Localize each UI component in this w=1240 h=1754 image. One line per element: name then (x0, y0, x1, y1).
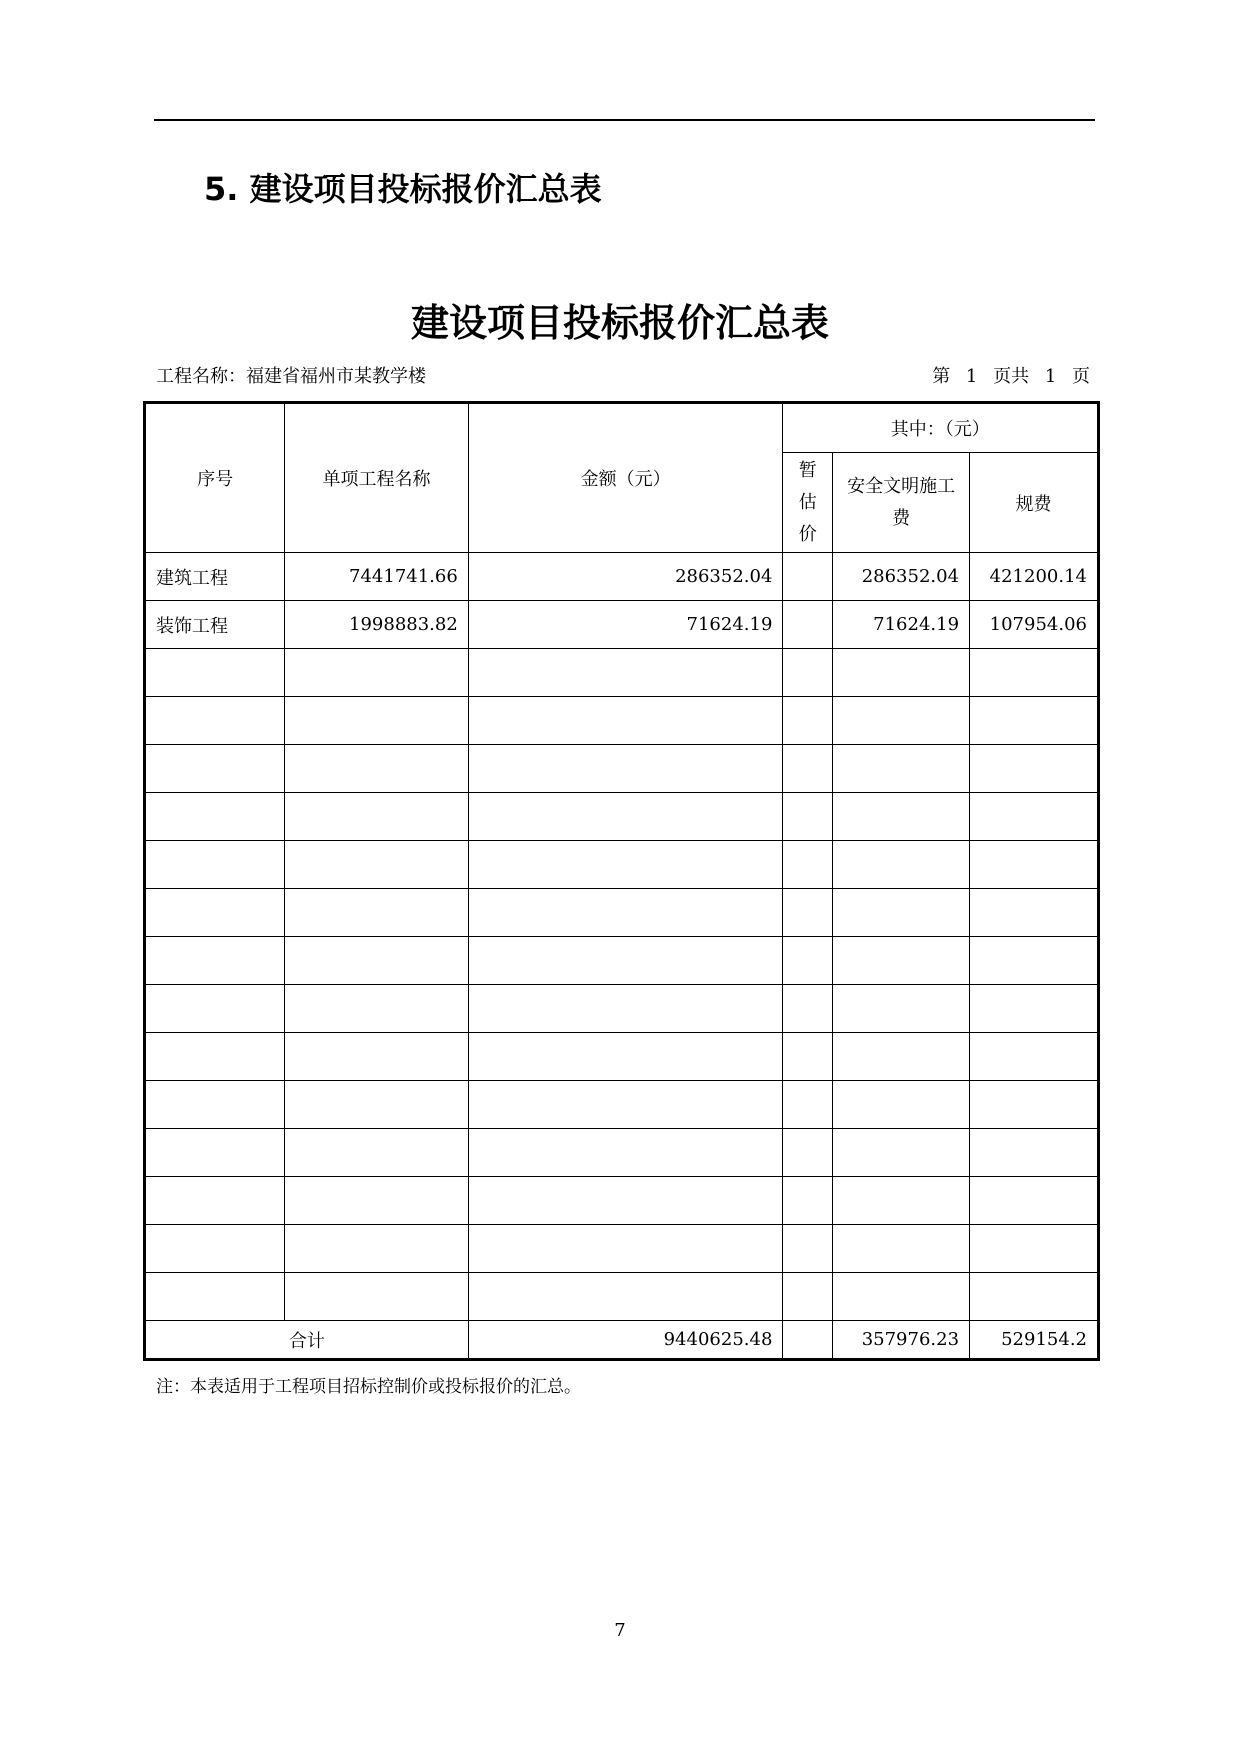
empty-cell (783, 793, 833, 841)
total-fees: 529154.2 (970, 1321, 1099, 1360)
empty-cell (145, 649, 285, 697)
empty-cell (145, 1033, 285, 1081)
empty-cell (285, 1033, 469, 1081)
header-of-which: 其中：（元） (783, 403, 1099, 453)
empty-row (145, 1273, 1099, 1321)
empty-cell (145, 1273, 285, 1321)
empty-cell (783, 649, 833, 697)
empty-cell (468, 649, 783, 697)
empty-cell (783, 1081, 833, 1129)
total-label: 合计 (145, 1321, 469, 1360)
empty-cell (285, 1177, 469, 1225)
empty-cell (783, 1177, 833, 1225)
table-row (145, 553, 1099, 601)
empty-cell (833, 1081, 970, 1129)
empty-cell (468, 1177, 783, 1225)
project-name: 工程名称：福建省福州市某教学楼 (156, 366, 426, 387)
empty-cell (468, 745, 783, 793)
empty-cell (145, 1081, 285, 1129)
empty-cell (468, 1129, 783, 1177)
empty-row (145, 793, 1099, 841)
empty-cell (783, 697, 833, 745)
cell-provisional (783, 601, 833, 649)
empty-cell (285, 1273, 469, 1321)
empty-cell (970, 745, 1099, 793)
empty-row (145, 649, 1099, 697)
empty-cell (468, 793, 783, 841)
cell-fees: 107954.06 (970, 601, 1099, 649)
empty-cell (285, 745, 469, 793)
cell-name: 1998883.82 (285, 601, 469, 649)
cell-seq: 装饰工程 (145, 601, 285, 649)
empty-cell (468, 1081, 783, 1129)
empty-cell (970, 841, 1099, 889)
empty-cell (285, 697, 469, 745)
empty-cell (145, 793, 285, 841)
empty-cell (468, 841, 783, 889)
empty-cell (783, 889, 833, 937)
empty-cell (970, 937, 1099, 985)
empty-cell (833, 1177, 970, 1225)
empty-cell (145, 697, 285, 745)
empty-row (145, 745, 1099, 793)
empty-cell (833, 745, 970, 793)
empty-cell (145, 841, 285, 889)
empty-cell (145, 1177, 285, 1225)
empty-cell (833, 649, 970, 697)
empty-row (145, 1177, 1099, 1225)
empty-cell (970, 793, 1099, 841)
empty-cell (468, 1033, 783, 1081)
empty-cell (783, 745, 833, 793)
empty-cell (468, 697, 783, 745)
empty-cell (970, 1129, 1099, 1177)
header-provisional (783, 453, 833, 553)
empty-cell (783, 937, 833, 985)
cell-safety: 286352.04 (833, 553, 970, 601)
empty-cell (833, 1273, 970, 1321)
empty-cell (145, 889, 285, 937)
empty-cell (783, 841, 833, 889)
empty-cell (833, 937, 970, 985)
cell-name: 7441741.66 (285, 553, 469, 601)
header-seq: 序号 (145, 403, 285, 553)
empty-cell (145, 937, 285, 985)
header-name: 单项工程名称 (285, 403, 469, 553)
empty-cell (833, 1225, 970, 1273)
empty-cell (145, 745, 285, 793)
empty-cell (285, 649, 469, 697)
empty-cell (833, 793, 970, 841)
empty-cell (783, 1225, 833, 1273)
header-amount: 金额（元） (468, 403, 783, 553)
empty-row (145, 937, 1099, 985)
page-info: 第 1 页共 1 页 (932, 366, 1090, 387)
empty-cell (285, 841, 469, 889)
empty-cell (783, 1273, 833, 1321)
empty-cell (285, 937, 469, 985)
empty-cell (833, 841, 970, 889)
empty-cell (970, 1177, 1099, 1225)
page-number: 7 (614, 1620, 626, 1641)
footnote: 注：本表适用于工程项目招标控制价或投标报价的汇总。 (156, 1377, 581, 1397)
empty-cell (833, 697, 970, 745)
section-heading: 5. 建设项目投标报价汇总表 (204, 170, 602, 208)
empty-cell (970, 1273, 1099, 1321)
empty-cell (970, 649, 1099, 697)
empty-row (145, 1225, 1099, 1273)
table-title: 建设项目投标报价汇总表 (410, 301, 829, 345)
empty-cell (285, 985, 469, 1033)
header-rule (154, 119, 1095, 121)
cell-fees: 421200.14 (970, 553, 1099, 601)
empty-cell (468, 985, 783, 1033)
header-provisional-text: 暂估价 (798, 459, 817, 545)
empty-cell (970, 697, 1099, 745)
empty-cell (285, 1129, 469, 1177)
empty-cell (468, 889, 783, 937)
empty-row (145, 889, 1099, 937)
empty-cell (145, 1225, 285, 1273)
empty-row (145, 1033, 1099, 1081)
empty-row (145, 841, 1099, 889)
empty-row (145, 697, 1099, 745)
header-safety: 安全文明施工费 (833, 453, 970, 553)
empty-cell (970, 1033, 1099, 1081)
cell-safety: 71624.19 (833, 601, 970, 649)
empty-cell (468, 1225, 783, 1273)
cell-amount: 71624.19 (468, 601, 783, 649)
empty-cell (833, 1129, 970, 1177)
bid-summary-table (143, 401, 1100, 1361)
empty-cell (285, 1081, 469, 1129)
empty-cell (970, 1081, 1099, 1129)
cell-amount: 286352.04 (468, 553, 783, 601)
empty-row (145, 985, 1099, 1033)
empty-cell (468, 1273, 783, 1321)
empty-row (145, 1129, 1099, 1177)
empty-cell (833, 985, 970, 1033)
total-amount: 9440625.48 (468, 1321, 783, 1360)
empty-cell (783, 1033, 833, 1081)
total-provisional (783, 1321, 833, 1360)
total-row (145, 1321, 1099, 1360)
empty-cell (970, 985, 1099, 1033)
empty-cell (833, 1033, 970, 1081)
empty-cell (970, 889, 1099, 937)
empty-cell (970, 1225, 1099, 1273)
empty-cell (145, 985, 285, 1033)
total-safety: 357976.23 (833, 1321, 970, 1360)
cell-provisional (783, 553, 833, 601)
cell-seq: 建筑工程 (145, 553, 285, 601)
header-fees: 规费 (970, 453, 1099, 553)
empty-cell (468, 937, 783, 985)
empty-cell (783, 1129, 833, 1177)
empty-row (145, 1081, 1099, 1129)
empty-cell (285, 1225, 469, 1273)
empty-cell (783, 985, 833, 1033)
table-row (145, 601, 1099, 649)
empty-cell (285, 793, 469, 841)
empty-cell (145, 1129, 285, 1177)
empty-cell (285, 889, 469, 937)
empty-cell (833, 889, 970, 937)
